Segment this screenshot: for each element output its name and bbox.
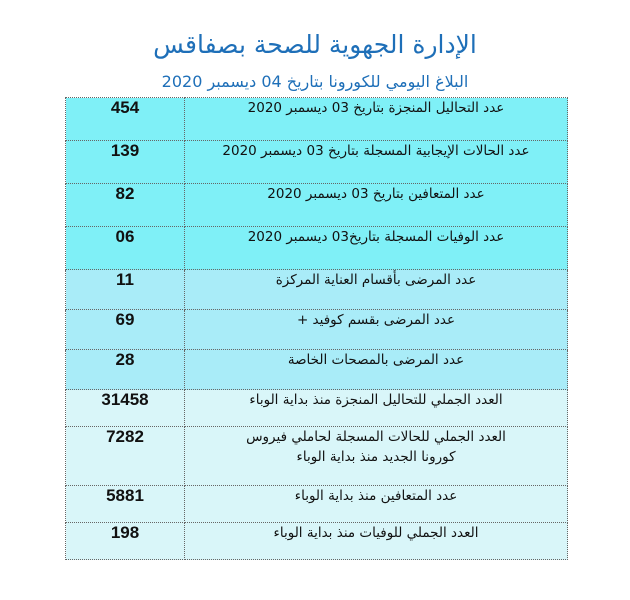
table-row — [66, 427, 568, 486]
table-row — [66, 310, 568, 350]
value-cell: 139 — [66, 141, 185, 184]
value-cell: 69 — [66, 310, 185, 350]
table-row — [66, 98, 568, 141]
value-cell: 7282 — [66, 427, 185, 486]
label-cell: عدد الحالات الإيجابية المسجلة بتاريخ 03 ديسمبر 2020 — [185, 141, 568, 184]
label-cell: عدد المتعافين منذ بداية الوباء — [185, 486, 568, 523]
label-line-2: كورونا الجديد منذ بداية الوباء — [296, 449, 456, 465]
label-cell: عدد المرضى بالمصحات الخاصة — [185, 350, 568, 390]
value-cell: 11 — [66, 270, 185, 310]
label-cell: عدد التحاليل المنجزة بتاريخ 03 ديسمبر 2020 — [185, 98, 568, 141]
value-cell: 198 — [66, 523, 185, 560]
label-cell: عدد المتعافين بتاريخ 03 ديسمبر 2020 — [185, 184, 568, 227]
label-cell: العدد الجملي للوفيات منذ بداية الوباء — [185, 523, 568, 560]
table-row — [66, 486, 568, 523]
table-row — [66, 270, 568, 310]
label-line-1: العدد الجملي للحالات المسجلة لحاملي فيروس — [246, 429, 506, 445]
value-cell: 28 — [66, 350, 185, 390]
value-cell: 82 — [66, 184, 185, 227]
table-row — [66, 227, 568, 270]
table-row — [66, 523, 568, 560]
value-cell: 454 — [66, 98, 185, 141]
label-cell — [185, 427, 568, 486]
stats-table — [65, 97, 568, 560]
table-row — [66, 390, 568, 427]
value-cell: 06 — [66, 227, 185, 270]
label-cell: عدد المرضى بأقسام العناية المركزة — [185, 270, 568, 310]
value-cell: 31458 — [66, 390, 185, 427]
table-row — [66, 350, 568, 390]
table-row — [66, 184, 568, 227]
label-cell: عدد المرضى بقسم كوفيد + — [185, 310, 568, 350]
page-subtitle: البلاغ اليومي للكورونا بتاريخ 04 ديسمبر 2020 — [161, 72, 469, 91]
label-cell: العدد الجملي للتحاليل المنجزة منذ بداية الوباء — [185, 390, 568, 427]
page-title: الإدارة الجهوية للصحة بصفاقس — [153, 30, 477, 59]
value-cell: 5881 — [66, 486, 185, 523]
table-row — [66, 141, 568, 184]
label-cell: عدد الوفيات المسجلة بتاريخ03 ديسمبر 2020 — [185, 227, 568, 270]
